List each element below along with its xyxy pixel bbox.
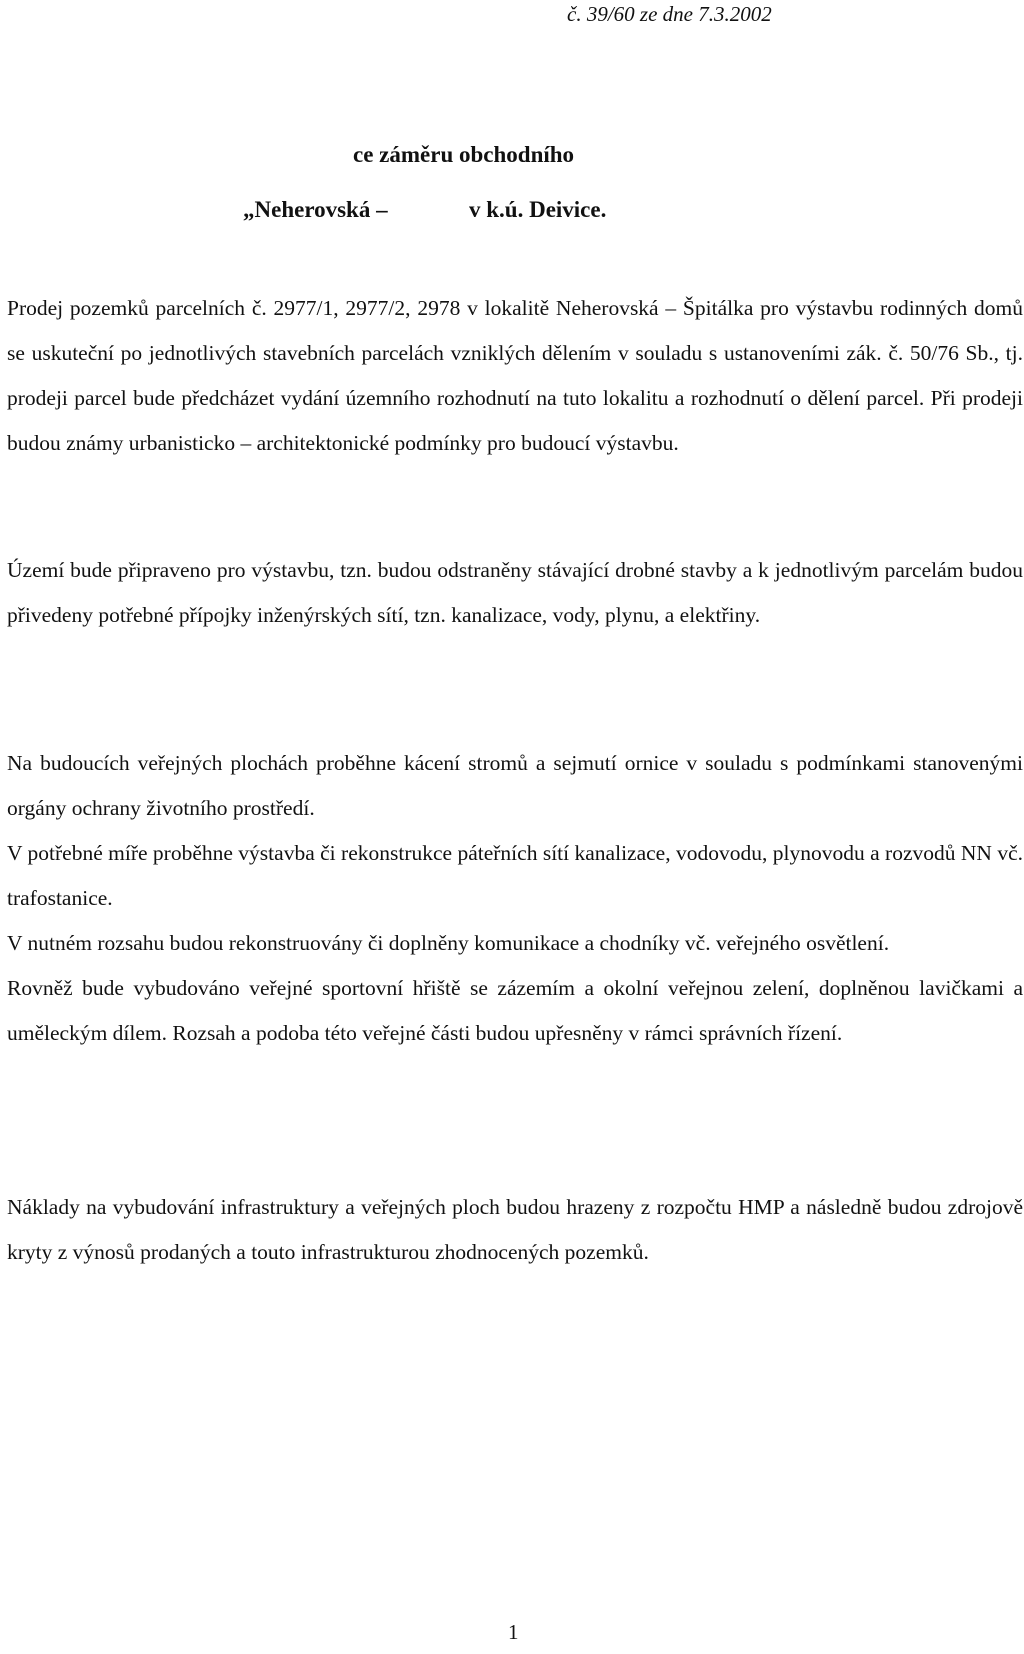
document-title-line-2-left: „Neherovská – [243,197,388,222]
paragraph-site-preparation [7,548,1023,638]
paragraph-text-playground: Rovněž bude vybudováno veřejné sportovní hřiště se zázemím a okolní veřejnou zelení, doplněnou lavičkami a uměleckým dílem. Rozsah a podoba této veřejné části budou upřesněny v rámci správních řízení. [7,976,1023,1045]
paragraph-public-works [7,741,1023,1056]
paragraph-text-roads: V nutném rozsahu budou rekonstruovány či doplněny komunikace a chodníky vč. veřejného osvětlení. [7,931,890,955]
paragraph-text: Náklady na vybudování infrastruktury a veřejných ploch budou hrazeny z rozpočtu HMP a následně budou zdrojově kryty z výnosů prodaných a touto infrastrukturou zhodnocených pozemků. [7,1195,1023,1264]
paragraph-text-trees: Na budoucích veřejných plochách proběhne kácení stromů a sejmutí ornice v souladu s podmínkami stanovenými orgány ochrany životního prostředí. [7,751,1023,820]
paragraph-text-networks: V potřebné míře proběhne výstavba či rekonstrukce páteřních sítí kanalizace, vodovodu, plynovodu a rozvodů NN vč. trafostanice. [7,841,1023,910]
paragraph-text: Prodej pozemků parcelních č. 2977/1, 2977/2, 2978 v lokalitě Neherovská – Špitálka pro výstavbu rodinných domů se uskuteční po jednotlivých stavebních parcelách vzniklých dělením v souladu s ustanoveními zák. č. 50/76 Sb., tj. prodeji parcel bude předcházet vydání územního rozhodnutí na tuto lokalitu a rozhodnutí o dělení parcel. Při prodeji budou známy urbanisticko – architektonické podmínky pro budoucí výstavbu. [7,296,1023,455]
document-title-line-2-right: v k.ú. Deivice. [469,197,607,222]
document-reference: č. 39/60 ze dne 7.3.2002 [567,2,772,26]
paragraph-text: Území bude připraveno pro výstavbu, tzn. budou odstraněny stávající drobné stavby a k jednotlivým parcelám budou přivedeny potřebné přípojky inženýrských sítí, tzn. kanalizace, vody, plynu, a elektřiny. [7,558,1023,627]
paragraph-costs [7,1185,1023,1275]
document-title-line-1: ce záměru obchodního [353,142,575,167]
paragraph-land-sale [7,286,1023,466]
page-number: 1 [508,1620,519,1644]
